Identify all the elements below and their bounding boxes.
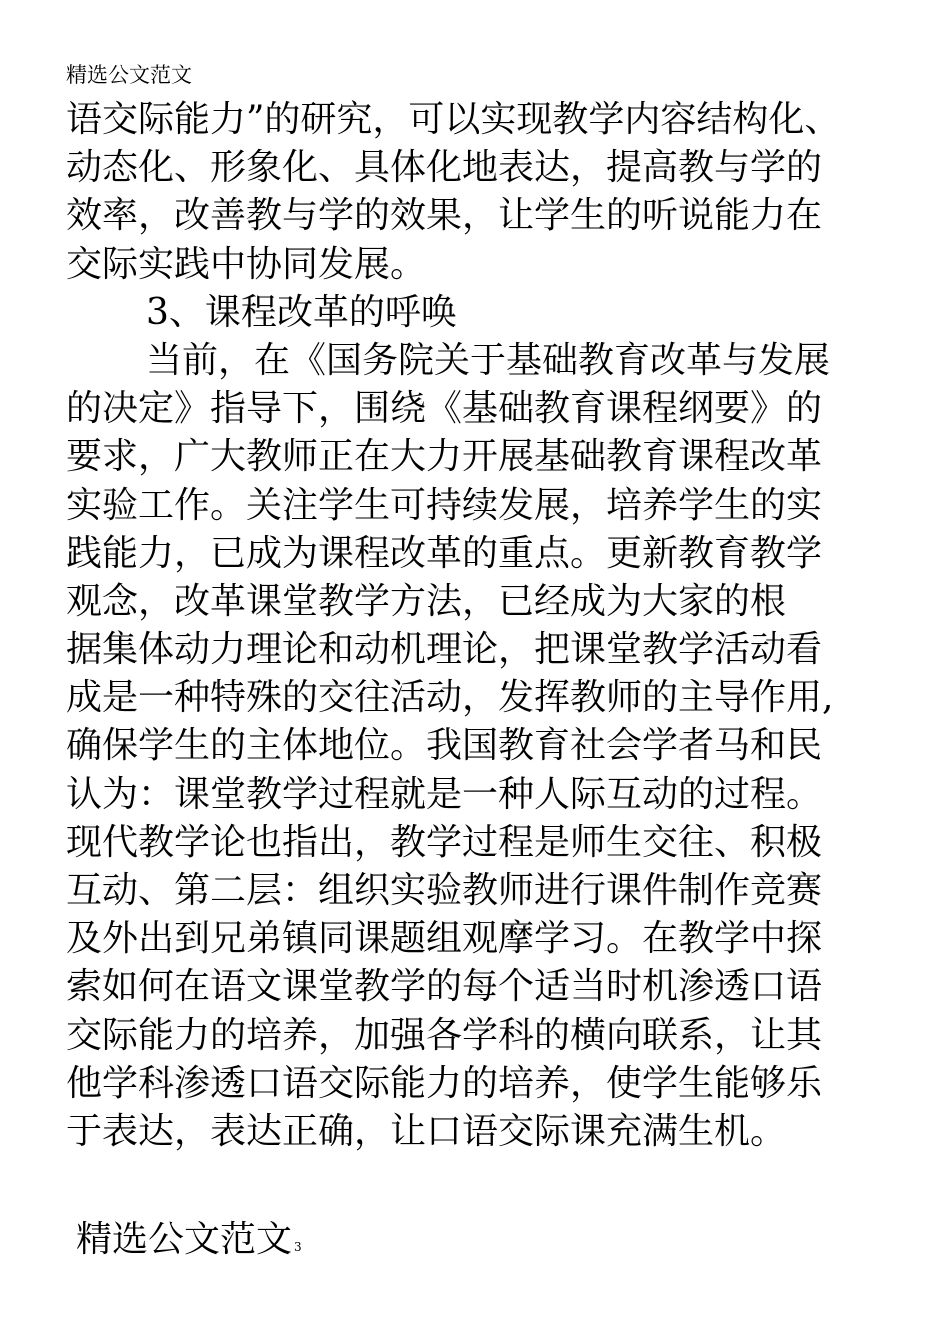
text-line: 于表达，表达正确，让口语交际课充满生机。 xyxy=(66,1110,787,1152)
text-line: 语交际能力”的研究，可以实现教学内容结构化、 xyxy=(66,99,841,140)
text-line: 当前，在《国务院关于基础教育改革与发展 xyxy=(146,339,831,381)
text-line: 要求，广大教师正在大力开展基础教育课程改革 xyxy=(66,436,823,478)
section-heading: 3、课程改革的呼唤 xyxy=(146,291,457,333)
text-line: 互动、第二层：组织实验教师进行课件制作竞赛 xyxy=(66,870,823,911)
text-line: 交际实践中协同发展。 xyxy=(66,243,427,285)
text-line: 践能力，已成为课程改革的重点。更新教育教学 xyxy=(66,532,823,574)
text-line: 交际能力的培养，加强各学科的横向联系，让其 xyxy=(66,1014,823,1056)
footer-title: 精选公文范文 xyxy=(76,1219,293,1260)
text-line: 认为：课堂教学过程就是一种人际互动的过程。 xyxy=(66,773,823,815)
text-line: 成是一种特殊的交往活动，发挥教师的主导作用, xyxy=(66,677,834,719)
text-line: 现代教学论也指出，教学过程是师生交往、积极 xyxy=(66,821,823,863)
text-line: 观念，改革课堂教学方法，已经成为大家的根 xyxy=(66,580,787,622)
text-line: 确保学生的主体地位。我国教育社会学者马和民 xyxy=(66,725,823,767)
page-header: 精选公文范文 xyxy=(66,63,192,87)
text-line: 及外出到兄弟镇同课题组观摩学习。在教学中探 xyxy=(66,918,823,960)
body-text xyxy=(66,96,906,1156)
text-line: 效率，改善教与学的效果，让学生的听说能力在 xyxy=(66,195,823,237)
page-footer xyxy=(76,1218,302,1269)
text-line: 据集体动力理论和动机理论，把课堂教学活动看 xyxy=(66,629,823,671)
page-number: 3 xyxy=(294,1240,302,1254)
text-line: 动态化、形象化、具体化地表达，提高教与学的 xyxy=(66,147,823,189)
text-line: 的决定》指导下，围绕《基础教育课程纲要》的 xyxy=(66,388,823,430)
text-line: 他学科渗透口语交际能力的培养，使学生能够乐 xyxy=(66,1062,823,1104)
text-line: 索如何在语文课堂教学的每个适当时机渗透口语 xyxy=(66,966,823,1008)
text-line: 实验工作。关注学生可持续发展，培养学生的实 xyxy=(66,484,823,526)
